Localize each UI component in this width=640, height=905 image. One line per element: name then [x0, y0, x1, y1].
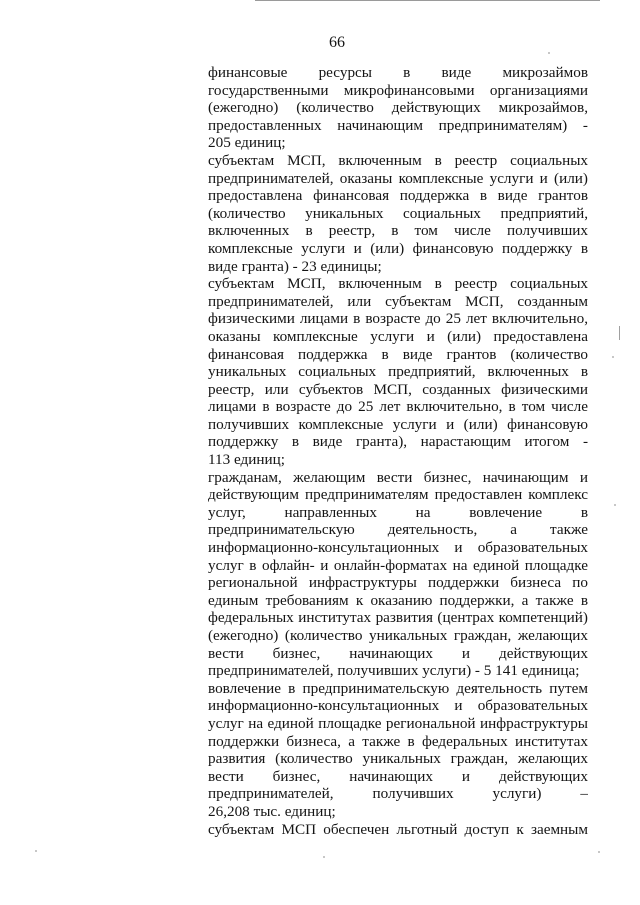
text-line: реестр, или субъектов МСП, созданных физическими	[208, 380, 588, 398]
text-line: финансовые ресурсы в виде микрозаймов	[208, 64, 588, 81]
text-line: 205 единиц;	[208, 134, 286, 152]
scan-speck	[598, 851, 600, 853]
text-line: 26,208 тыс. единиц;	[208, 802, 336, 820]
text-line: поддержку в виде гранта), нарастающим итогом -	[208, 433, 588, 451]
scan-speck	[614, 504, 616, 506]
text-line: предпринимателей, получивших услуги) - 5 141 единица;	[208, 662, 580, 680]
text-line: предоставленных начинающим предпринимателям) -	[208, 116, 588, 134]
text-line: вовлечение в предпринимательскую деятельность путем	[208, 679, 588, 697]
top-scan-rule	[255, 0, 600, 1]
text-line: гражданам, желающим вести бизнес, начинающим и	[208, 468, 588, 486]
text-line: вести бизнес, начинающих и действующих	[208, 767, 588, 785]
text-line: информационно-консультационных и образовательных	[208, 697, 588, 715]
text-line: (ежегодно) (количество уникальных граждан, желающих	[208, 627, 588, 644]
text-line: вести бизнес, начинающих и действующих	[208, 644, 588, 662]
text-line: федеральных институтах развития (центрах компетенций)	[208, 609, 588, 627]
body-text	[208, 64, 588, 838]
scan-speck	[612, 356, 614, 358]
text-line: (количество уникальных социальных предприятий,	[208, 204, 588, 222]
text-line: предпринимателей, получивших услуги) –	[208, 785, 588, 803]
text-line: развития (количество уникальных граждан, желающих	[208, 750, 588, 768]
text-line: включенных в реестр, в том числе получивших	[208, 222, 588, 240]
text-line: услуг на единой площадке региональной инфраструктуры	[208, 714, 588, 732]
scan-speck	[548, 52, 550, 54]
text-line: услуг, направленных на вовлечение в	[208, 503, 588, 521]
page-number: 66	[329, 34, 345, 51]
text-line: предпринимателей, или субъектам МСП, созданным	[208, 292, 588, 310]
text-line: лицами в возрасте до 25 лет включительно, в том числе	[208, 398, 588, 416]
scan-speck	[323, 856, 325, 858]
text-line: виде гранта) - 23 единицы;	[208, 257, 382, 275]
text-line: услуг в офлайн- и онлайн-форматах на единой площадке	[208, 556, 588, 574]
text-line: (ежегодно) (количество действующих микрозаймов,	[208, 99, 588, 117]
text-line: предпринимателей, оказаны комплексные услуги и (или)	[208, 169, 588, 187]
text-line: оказаны комплексные услуги и (или) предоставлена	[208, 327, 588, 345]
text-line: информационно-консультационных и образовательных	[208, 539, 588, 557]
text-line: региональной инфраструктуры поддержки бизнеса по	[208, 574, 588, 592]
text-line: предпринимательскую деятельность, а также	[208, 521, 588, 539]
text-line: субъектам МСП обеспечен льготный доступ к заемным	[208, 820, 588, 838]
text-line: 113 единиц;	[208, 451, 286, 469]
text-line: единым требованиям к оказанию поддержки, а также в	[208, 591, 588, 609]
text-line: предоставлена финансовая поддержка в виде грантов	[208, 187, 588, 205]
text-line: комплексные услуги и (или) финансовую поддержку в	[208, 239, 588, 257]
text-line: государственными микрофинансовыми организациями	[208, 81, 588, 99]
text-line: получивших комплексные услуги и (или) финансовую	[208, 415, 588, 433]
text-line: субъектам МСП, включенным в реестр социальных	[208, 151, 588, 169]
text-line: физическими лицами в возрасте до 25 лет включительно,	[208, 310, 588, 328]
text-line: действующим предпринимателям предоставлен комплекс	[208, 486, 588, 504]
text-line: поддержки бизнеса, а также в федеральных институтах	[208, 732, 588, 750]
scan-mark	[619, 326, 620, 340]
scan-speck	[35, 850, 37, 852]
text-line: субъектам МСП, включенным в реестр социальных	[208, 275, 588, 293]
text-line: уникальных социальных предприятий, включенных в	[208, 363, 588, 381]
text-line: финансовая поддержка в виде грантов (количество	[208, 345, 588, 363]
